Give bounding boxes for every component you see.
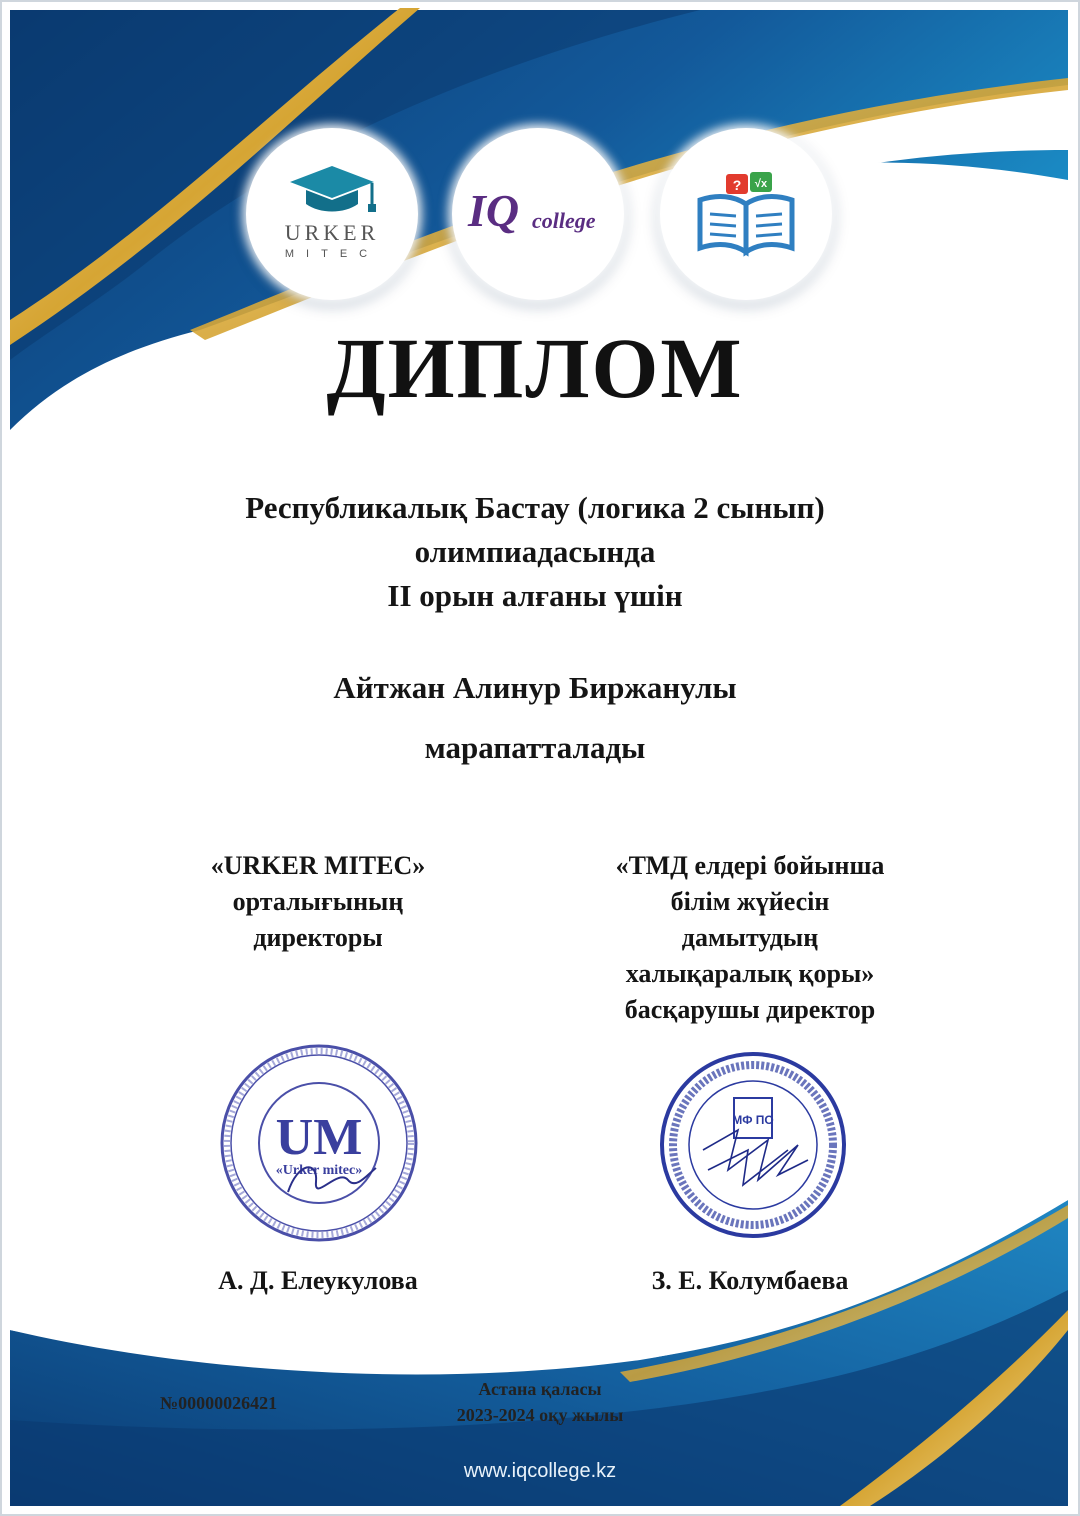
svg-text:√x: √x bbox=[754, 178, 768, 190]
city-text: Астана қаласы bbox=[478, 1379, 602, 1399]
signatory-1-line: директоры bbox=[253, 923, 383, 952]
recipient-name: Айтжан Алинур Биржанулы bbox=[333, 670, 737, 705]
diploma-title: ДИПЛОМ bbox=[326, 320, 744, 416]
award-line-3: II орын алғаны үшін bbox=[387, 578, 683, 613]
urker-mitec-stamp bbox=[218, 1042, 420, 1244]
mitec-text: MITEC bbox=[284, 248, 380, 260]
college-word: college bbox=[532, 208, 596, 233]
mfpo-stamp bbox=[658, 1050, 848, 1240]
signatory-2-line: басқарушы директор bbox=[624, 995, 876, 1024]
signatory-2-line: білім жүйесін bbox=[670, 887, 830, 916]
signatory-1-name: А. Д. Елеукулова bbox=[218, 1266, 418, 1295]
website-url: www.iqcollege.kz bbox=[463, 1460, 617, 1482]
signatory-2-line: дамытудың bbox=[681, 923, 819, 952]
stamp-1-caption: «Urker mitec» bbox=[275, 1163, 363, 1178]
stamp-2-letters: МФ ПО bbox=[732, 1113, 774, 1127]
award-line-2: олимпиадасында bbox=[414, 534, 656, 569]
award-line-1: Республикалық Бастау (логика 2 сынып) bbox=[245, 490, 825, 525]
diploma-number: №00000026421 bbox=[160, 1393, 278, 1413]
open-book-logo bbox=[660, 128, 832, 300]
year-text: 2023-2024 оқу жылы bbox=[456, 1405, 624, 1425]
iq-mark: IQ bbox=[468, 185, 520, 236]
stamp-1-letters: UM bbox=[275, 1109, 363, 1166]
signatory-2-title bbox=[570, 848, 930, 1028]
signatory-1-line: орталығының bbox=[232, 887, 404, 916]
signatory-1-title bbox=[168, 848, 468, 956]
award-action: марапатталады bbox=[424, 730, 646, 765]
open-book-icon bbox=[660, 128, 832, 300]
signatory-2-name: З. Е. Колумбаева bbox=[651, 1266, 849, 1295]
urker-text: URKER bbox=[284, 220, 380, 245]
signatory-2-line: халықаралық қоры» bbox=[625, 959, 875, 988]
svg-text:?: ? bbox=[732, 177, 742, 193]
urker-mitec-logo bbox=[246, 128, 418, 300]
signatory-1-line: «URKER MITEC» bbox=[210, 851, 426, 880]
signatory-2-line: «ТМД елдері бойынша bbox=[615, 851, 885, 880]
iq-college-logo bbox=[452, 128, 624, 300]
